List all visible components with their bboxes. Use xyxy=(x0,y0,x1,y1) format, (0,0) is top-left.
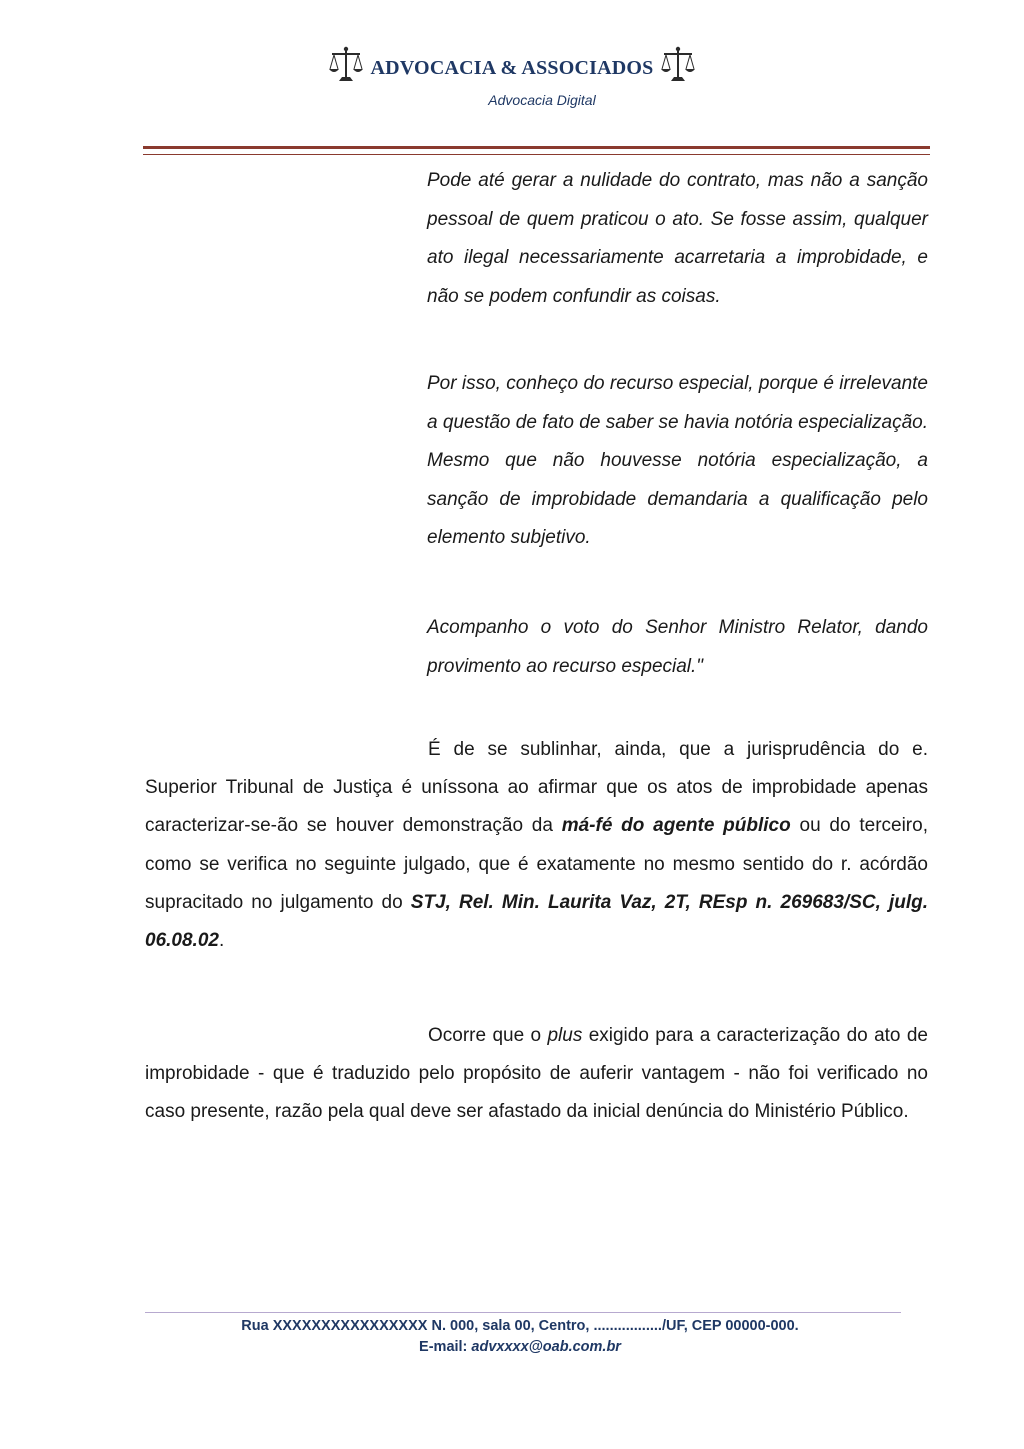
body-paragraph-2 xyxy=(145,1017,928,1132)
case-citation: STJ, Rel. Min. Laurita Vaz, 2T, REsp n. 269683/SC, julg. 06.08.02 xyxy=(145,891,928,952)
body-paragraph-1 xyxy=(145,731,928,960)
subtitle-text: Advocacia Digital xyxy=(488,92,596,108)
paragraph-text xyxy=(145,1017,928,1132)
footer-email-line xyxy=(0,1337,1024,1358)
footer-divider xyxy=(145,1312,901,1313)
text-run: É de se sublinhar, ainda, que a jurisprudência do e. Superior Tribunal de Justiça é uníssona ao afirmar que os atos de improbidade apenas caracterizar-se-ão se houver demonstração da xyxy=(145,739,928,837)
quote-text: Por isso, conheço do recurso especial, porque é irrelevante a questão de fato de saber se havia notória especialização. Mesmo que não houvesse notória especialização, a sanção de improbidade demandaria a qualificação pelo elemento subjetivo. xyxy=(427,373,928,549)
scales-of-justice-icon xyxy=(661,45,695,85)
footer xyxy=(0,1316,1024,1358)
quote-text: Acompanho o voto do Senhor Ministro Relator, dando provimento ao recurso especial." xyxy=(427,617,928,677)
footer-address: Rua XXXXXXXXXXXXXXXX N. 000, sala 00, Centro, ................./UF, CEP 00000-000. xyxy=(241,1318,799,1334)
email-link[interactable]: advxxxx@oab.com.br xyxy=(471,1339,621,1355)
scales-of-justice-icon xyxy=(329,45,363,85)
quote-paragraph-2 xyxy=(427,365,928,558)
firm-subtitle xyxy=(0,92,1024,108)
emphasis-bad-faith: má-fé do agente público xyxy=(561,815,791,837)
letterhead xyxy=(0,40,1024,108)
text-run: . xyxy=(218,930,225,952)
email-label: E-mail: xyxy=(419,1339,468,1355)
quote-text: Pode até gerar a nulidade do contrato, mas não a sanção pessoal de quem praticou o ato. Se fosse assim, qualquer ato ilegal necessariamente acarretaria a improbidade, e não se podem confundir as coisas. xyxy=(427,170,928,307)
quote-paragraph-1 xyxy=(427,162,928,316)
brand-row xyxy=(0,40,1024,90)
text-run: ou do terceiro, como se verifica no seguinte julgado, que é exatamente no mesmo sentido do r. acórdão supracitado no julgamento do xyxy=(145,815,928,913)
text-run: Ocorre que o xyxy=(428,1025,548,1046)
firm-name: ADVOCACIA & ASSOCIADOS xyxy=(370,56,654,79)
text-run: exigido para a caracterização do ato de improbidade - que é traduzido pelo propósito de auferir vantagem - não foi verificado no caso presente, razão pela qual deve ser afastado da inicial denúncia do Ministério Público. xyxy=(145,1025,928,1123)
quote-paragraph-3 xyxy=(427,609,928,686)
header-divider xyxy=(143,146,930,155)
paragraph-text xyxy=(145,731,928,960)
emphasis-plus: plus xyxy=(547,1025,583,1046)
